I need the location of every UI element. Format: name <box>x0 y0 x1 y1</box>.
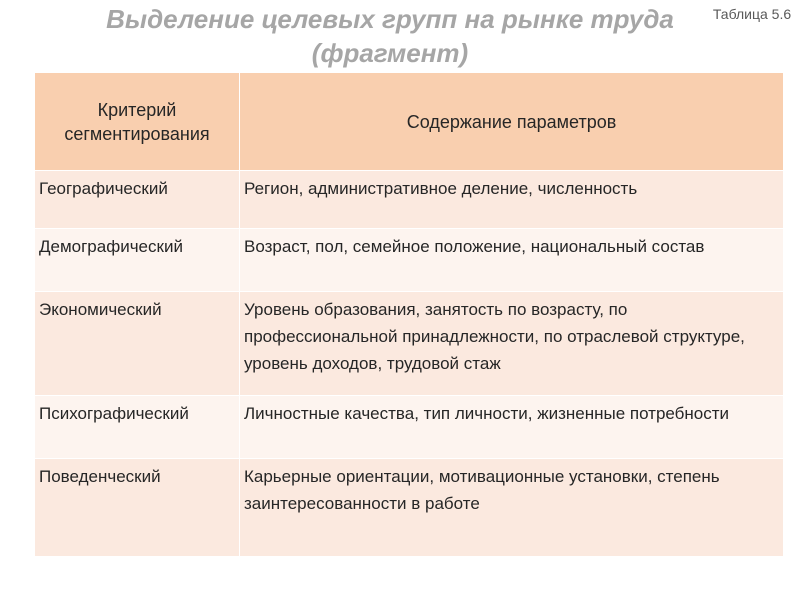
table-row <box>35 292 784 396</box>
page-title: Выделение целевых групп на рынке труда (фрагмент) <box>106 4 674 68</box>
criterion-cell: Демографический <box>35 229 240 292</box>
parameters-cell: Уровень образования, занятость по возрасту, по профессиональной принадлежности, по отраслевой структуре, уровень доходов, трудовой стаж <box>240 292 784 396</box>
segmentation-table <box>34 72 784 557</box>
table-row <box>35 229 784 292</box>
table-number: Таблица 5.6 <box>712 6 792 22</box>
parameters-cell: Регион, административное деление, численность <box>240 171 784 229</box>
parameters-cell: Карьерные ориентации, мотивационные установки, степень заинтересованности в работе <box>240 459 784 557</box>
parameters-cell: Личностные качества, тип личности, жизненные потребности <box>240 396 784 459</box>
criterion-cell: Географический <box>35 171 240 229</box>
table-row <box>35 459 784 557</box>
table-row <box>35 171 784 229</box>
header-parameters: Содержание параметров <box>240 73 784 171</box>
criterion-cell: Поведенческий <box>35 459 240 557</box>
table-header-row <box>35 73 784 171</box>
criterion-cell: Экономический <box>35 292 240 396</box>
table-row <box>35 396 784 459</box>
criterion-cell: Психографический <box>35 396 240 459</box>
parameters-cell: Возраст, пол, семейное положение, национальный состав <box>240 229 784 292</box>
header-criterion: Критерий сегментирования <box>35 73 240 171</box>
